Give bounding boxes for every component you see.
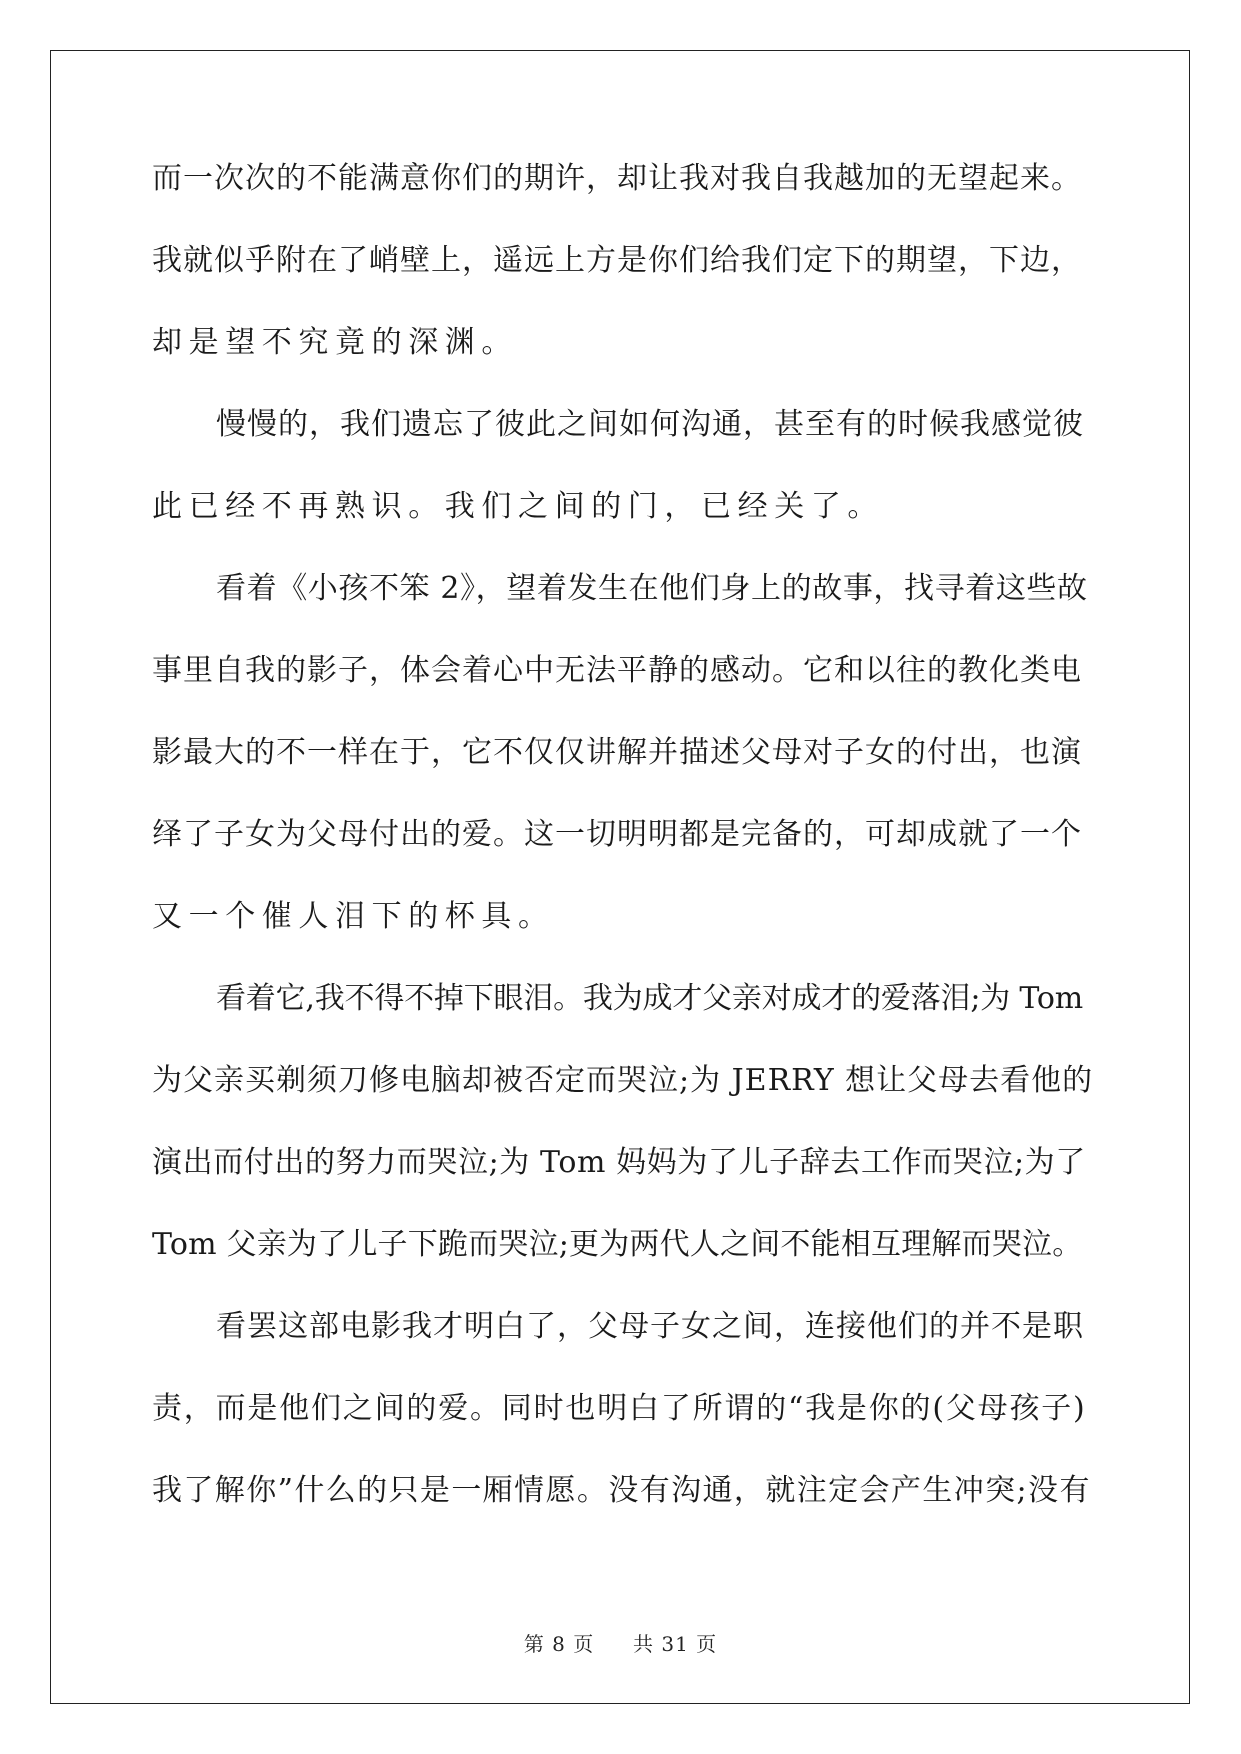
text-line: 绎了子女为父母付出的爱。这一切明明都是完备的，可却成就了一个 [152,817,1082,852]
page-footer [0,1628,1241,1657]
text-line: 责，而是他们之间的爱。同时也明白了所谓的“我是你的(父母孩子) [152,1391,1087,1426]
text-line: 看着它,我不得不掉下眼泪。我为成才父亲对成才的爱落泪;为 Tom [216,981,1083,1016]
text-line: Tom 父亲为了儿子下跪而哭泣;更为两代人之间不能相互理解而哭泣。 [152,1227,1083,1262]
text-line: 而一次次的不能满意你们的期许，却让我对我自我越加的无望起来。 [152,161,1082,196]
text-line: 演出而付出的努力而哭泣;为 Tom 妈妈为了儿子辞去工作而哭泣;为了 [152,1145,1086,1180]
text-line: 却是望不究竟的深渊。 [152,325,518,360]
text-line: 看罢这部电影我才明白了，父母子女之间，连接他们的并不是职 [216,1309,1084,1344]
text-line: 此已经不再熟识。我们之间的门，已经关了。 [152,489,884,524]
text-line: 我了解你”什么的只是一厢情愿。没有沟通，就注定会产生冲突;没有 [152,1473,1091,1508]
text-line: 为父亲买剃须刀修电脑却被否定而哭泣;为 JERRY 想让父母去看他的 [152,1063,1094,1098]
page-number: 第 8 页 [523,1632,595,1656]
body-text [152,158,1094,1552]
text-line: 慢慢的，我们遗忘了彼此之间如何沟通，甚至有的时候我感觉彼 [216,407,1084,442]
text-line: 事里自我的影子，体会着心中无法平静的感动。它和以往的教化类电 [152,653,1082,688]
page-total: 共 31 页 [633,1632,718,1656]
text-line: 我就似乎附在了峭壁上，遥远上方是你们给我们定下的期望，下边， [152,243,1082,278]
text-line: 影最大的不一样在于，它不仅仅讲解并描述父母对子女的付出，也演 [152,735,1082,770]
text-line: 又一个催人泪下的杯具。 [152,899,555,934]
text-line: 看着《小孩不笨 2》，望着发生在他们身上的故事，找寻着这些故 [216,571,1088,606]
